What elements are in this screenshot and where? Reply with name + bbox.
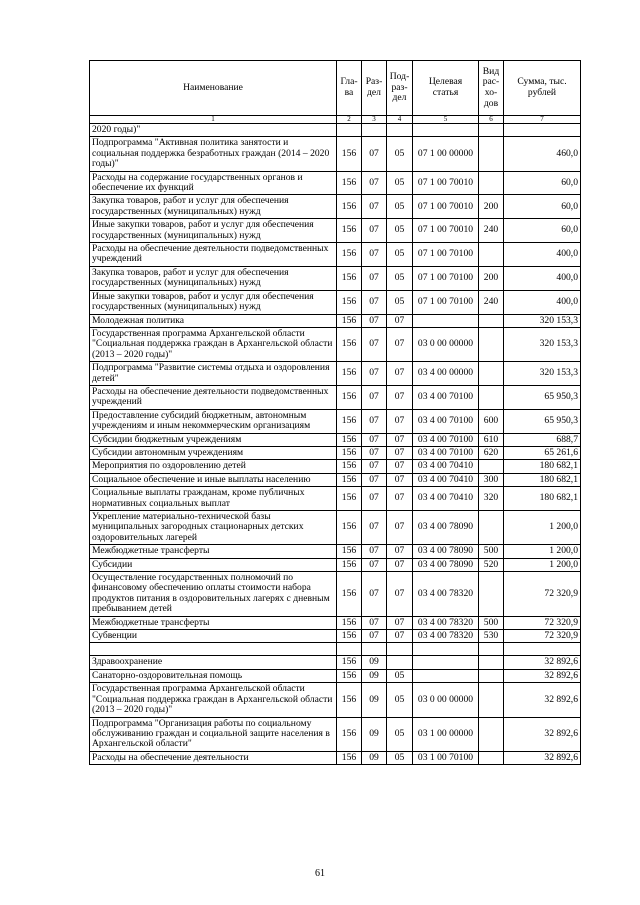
row-name-cell: Государственная программа Архангельской области "Социальная поддержка граждан в Архангельской области (2013 – 2020 годы)" <box>90 683 337 717</box>
row-section-cell: 07 <box>362 219 387 243</box>
row-target-article-cell: 03 4 00 78320 <box>413 616 479 629</box>
row-name-cell: Субсидии <box>90 558 337 571</box>
header-row <box>90 61 581 116</box>
row-section-cell: 09 <box>362 656 387 669</box>
row-name-cell: Расходы на обеспечение деятельности <box>90 751 337 764</box>
row-subsection-cell: 07 <box>387 409 413 433</box>
row-subsection-cell <box>387 643 413 656</box>
row-name-cell: Закупка товаров, работ и услуг для обеспечения государственных (муниципальных) нужд <box>90 266 337 290</box>
table-row <box>90 327 581 361</box>
row-section-cell: 07 <box>362 290 387 314</box>
row-name-cell <box>90 643 337 656</box>
column-number: 5 <box>413 116 479 124</box>
row-chapter-cell: 156 <box>337 362 362 386</box>
table-row <box>90 643 581 656</box>
row-name-cell: Подпрограмма "Организация работы по социальному обслуживанию граждан и социальной защите населения в Архангельской области" <box>90 717 337 751</box>
row-sum-cell: 180 682,1 <box>504 473 581 486</box>
row-subsection-cell: 07 <box>387 446 413 459</box>
row-target-article-cell: 03 4 00 70100 <box>413 446 479 459</box>
row-section-cell: 07 <box>362 545 387 558</box>
row-expense-kind-cell: 500 <box>479 616 504 629</box>
row-expense-kind-cell <box>479 656 504 669</box>
header-section: Раз-дел <box>362 61 387 116</box>
row-section-cell: 07 <box>362 473 387 486</box>
row-target-article-cell: 07 1 00 70100 <box>413 266 479 290</box>
row-name-cell: Межбюджетные трансферты <box>90 616 337 629</box>
row-sum-cell: 1 200,0 <box>504 558 581 571</box>
row-subsection-cell: 05 <box>387 195 413 219</box>
row-name-cell: Расходы на обеспечение деятельности подведомственных учреждений <box>90 243 337 267</box>
row-sum-cell: 60,0 <box>504 171 581 195</box>
row-name-cell: Молодежная политика <box>90 314 337 327</box>
table-row <box>90 266 581 290</box>
row-expense-kind-cell: 600 <box>479 409 504 433</box>
row-chapter-cell: 156 <box>337 460 362 473</box>
row-chapter-cell: 156 <box>337 656 362 669</box>
table-body <box>90 124 581 765</box>
table-row <box>90 683 581 717</box>
table-row <box>90 460 581 473</box>
row-subsection-cell: 05 <box>387 717 413 751</box>
header-target-article: Целевая статья <box>413 61 479 116</box>
row-name-cell: Иные закупки товаров, работ и услуг для обеспечения государственных (муниципальных) нужд <box>90 219 337 243</box>
row-expense-kind-cell <box>479 683 504 717</box>
header-expense-kind: Вид рас-хо-дов <box>479 61 504 116</box>
row-subsection-cell: 07 <box>387 558 413 571</box>
row-section-cell <box>362 124 387 137</box>
row-chapter-cell: 156 <box>337 511 362 545</box>
row-target-article-cell: 03 4 00 70100 <box>413 385 479 409</box>
row-subsection-cell: 05 <box>387 243 413 267</box>
column-number: 1 <box>90 116 337 124</box>
table-row <box>90 616 581 629</box>
row-chapter-cell: 156 <box>337 717 362 751</box>
row-target-article-cell: 03 4 00 78320 <box>413 630 479 643</box>
row-target-article-cell <box>413 314 479 327</box>
row-name-cell: Здравоохранение <box>90 656 337 669</box>
row-subsection-cell: 07 <box>387 572 413 617</box>
row-expense-kind-cell <box>479 243 504 267</box>
row-target-article-cell: 07 1 00 70100 <box>413 243 479 267</box>
row-chapter-cell: 156 <box>337 751 362 764</box>
row-expense-kind-cell <box>479 327 504 361</box>
row-chapter-cell: 156 <box>337 137 362 171</box>
row-sum-cell: 32 892,6 <box>504 656 581 669</box>
row-target-article-cell: 07 1 00 70010 <box>413 195 479 219</box>
row-target-article-cell: 03 4 00 70410 <box>413 487 479 511</box>
table-row <box>90 385 581 409</box>
row-chapter-cell: 156 <box>337 558 362 571</box>
column-number: 2 <box>337 116 362 124</box>
table-row <box>90 545 581 558</box>
row-subsection-cell: 07 <box>387 630 413 643</box>
row-expense-kind-cell <box>479 643 504 656</box>
table-row <box>90 195 581 219</box>
row-sum-cell: 72 320,9 <box>504 572 581 617</box>
row-section-cell: 09 <box>362 751 387 764</box>
row-subsection-cell: 05 <box>387 751 413 764</box>
row-subsection-cell: 05 <box>387 669 413 682</box>
table-row <box>90 669 581 682</box>
row-subsection-cell <box>387 124 413 137</box>
row-subsection-cell: 07 <box>387 487 413 511</box>
row-subsection-cell: 07 <box>387 433 413 446</box>
row-sum-cell: 65 950,3 <box>504 385 581 409</box>
row-sum-cell: 72 320,9 <box>504 616 581 629</box>
row-target-article-cell: 03 4 00 78090 <box>413 545 479 558</box>
row-target-article-cell: 07 1 00 70010 <box>413 171 479 195</box>
row-target-article-cell: 03 1 00 00000 <box>413 717 479 751</box>
table-row <box>90 290 581 314</box>
row-expense-kind-cell: 320 <box>479 487 504 511</box>
row-chapter-cell: 156 <box>337 433 362 446</box>
row-name-cell: Государственная программа Архангельской области "Социальная поддержка граждан в Архангельской области (2013 – 2020 годы)" <box>90 327 337 361</box>
row-target-article-cell: 07 1 00 00000 <box>413 137 479 171</box>
row-sum-cell: 400,0 <box>504 290 581 314</box>
row-sum-cell: 460,0 <box>504 137 581 171</box>
row-subsection-cell: 07 <box>387 385 413 409</box>
row-chapter-cell: 156 <box>337 195 362 219</box>
row-section-cell: 07 <box>362 195 387 219</box>
row-section-cell: 07 <box>362 137 387 171</box>
row-section-cell: 07 <box>362 630 387 643</box>
row-subsection-cell: 05 <box>387 683 413 717</box>
row-sum-cell: 32 892,6 <box>504 717 581 751</box>
row-name-cell: Социальные выплаты гражданам, кроме публичных нормативных социальных выплат <box>90 487 337 511</box>
row-target-article-cell <box>413 124 479 137</box>
row-section-cell: 07 <box>362 572 387 617</box>
table-row <box>90 572 581 617</box>
row-sum-cell <box>504 643 581 656</box>
row-subsection-cell <box>387 656 413 669</box>
row-name-cell: Субвенции <box>90 630 337 643</box>
row-chapter-cell: 156 <box>337 630 362 643</box>
row-sum-cell: 32 892,6 <box>504 669 581 682</box>
row-subsection-cell: 07 <box>387 473 413 486</box>
row-chapter-cell: 156 <box>337 219 362 243</box>
row-name-cell: Социальное обеспечение и иные выплаты населению <box>90 473 337 486</box>
row-name-cell: Мероприятия по оздоровлению детей <box>90 460 337 473</box>
row-target-article-cell: 03 4 00 00000 <box>413 362 479 386</box>
row-name-cell: Расходы на содержание государственных органов и обеспечение их функций <box>90 171 337 195</box>
table-row <box>90 124 581 137</box>
row-expense-kind-cell <box>479 669 504 682</box>
row-sum-cell: 400,0 <box>504 266 581 290</box>
row-section-cell: 07 <box>362 362 387 386</box>
row-chapter-cell: 156 <box>337 409 362 433</box>
row-sum-cell: 180 682,1 <box>504 487 581 511</box>
row-section-cell: 07 <box>362 409 387 433</box>
row-section-cell: 07 <box>362 385 387 409</box>
row-name-cell: Подпрограмма "Активная политика занятости и социальная поддержка безработных граждан (2014 – 2020 годы)" <box>90 137 337 171</box>
row-subsection-cell: 05 <box>387 137 413 171</box>
row-expense-kind-cell: 500 <box>479 545 504 558</box>
table-row <box>90 409 581 433</box>
row-expense-kind-cell <box>479 385 504 409</box>
row-chapter-cell: 156 <box>337 669 362 682</box>
row-section-cell: 07 <box>362 171 387 195</box>
row-section-cell: 07 <box>362 616 387 629</box>
row-subsection-cell: 07 <box>387 327 413 361</box>
row-section-cell: 07 <box>362 327 387 361</box>
row-expense-kind-cell <box>479 362 504 386</box>
table-row <box>90 362 581 386</box>
row-expense-kind-cell <box>479 460 504 473</box>
row-chapter-cell <box>337 643 362 656</box>
row-expense-kind-cell <box>479 137 504 171</box>
row-subsection-cell: 07 <box>387 314 413 327</box>
row-expense-kind-cell: 200 <box>479 195 504 219</box>
row-target-article-cell: 03 0 00 00000 <box>413 683 479 717</box>
row-sum-cell: 32 892,6 <box>504 751 581 764</box>
row-name-cell: Расходы на обеспечение деятельности подведомственных учреждений <box>90 385 337 409</box>
row-chapter-cell: 156 <box>337 290 362 314</box>
row-chapter-cell: 156 <box>337 487 362 511</box>
row-section-cell: 07 <box>362 266 387 290</box>
row-target-article-cell: 03 4 00 78320 <box>413 572 479 617</box>
row-expense-kind-cell <box>479 314 504 327</box>
row-section-cell: 07 <box>362 446 387 459</box>
row-expense-kind-cell: 200 <box>479 266 504 290</box>
row-sum-cell: 320 153,3 <box>504 327 581 361</box>
row-sum-cell: 65 261,6 <box>504 446 581 459</box>
row-name-cell: Субсидии бюджетным учреждениям <box>90 433 337 446</box>
row-chapter-cell: 156 <box>337 266 362 290</box>
row-subsection-cell: 05 <box>387 171 413 195</box>
row-chapter-cell: 156 <box>337 473 362 486</box>
row-sum-cell <box>504 124 581 137</box>
row-section-cell <box>362 643 387 656</box>
row-expense-kind-cell: 240 <box>479 219 504 243</box>
row-sum-cell: 320 153,3 <box>504 362 581 386</box>
row-target-article-cell: 03 4 00 78090 <box>413 558 479 571</box>
row-chapter-cell: 156 <box>337 385 362 409</box>
row-expense-kind-cell: 610 <box>479 433 504 446</box>
row-section-cell: 07 <box>362 243 387 267</box>
table-row <box>90 630 581 643</box>
budget-table <box>89 60 581 765</box>
row-target-article-cell: 03 1 00 70100 <box>413 751 479 764</box>
column-number: 6 <box>479 116 504 124</box>
row-name-cell: Закупка товаров, работ и услуг для обеспечения государственных (муниципальных) нужд <box>90 195 337 219</box>
table-row <box>90 171 581 195</box>
table-row <box>90 473 581 486</box>
table-row <box>90 219 581 243</box>
table-row <box>90 433 581 446</box>
row-target-article-cell: 03 4 00 70100 <box>413 409 479 433</box>
row-sum-cell: 65 950,3 <box>504 409 581 433</box>
row-subsection-cell: 07 <box>387 460 413 473</box>
page-number: 61 <box>315 868 325 879</box>
row-section-cell: 07 <box>362 433 387 446</box>
row-name-cell: Иные закупки товаров, работ и услуг для обеспечения государственных (муниципальных) нужд <box>90 290 337 314</box>
row-target-article-cell <box>413 656 479 669</box>
row-name-cell: Осуществление государственных полномочий по финансовому обеспечению оплаты стоимости набора продуктов питания в оздоровительных лагерях с дневным пребыванием детей <box>90 572 337 617</box>
row-sum-cell: 320 153,3 <box>504 314 581 327</box>
table-row <box>90 446 581 459</box>
row-subsection-cell: 05 <box>387 266 413 290</box>
row-target-article-cell: 03 0 00 00000 <box>413 327 479 361</box>
header-chapter: Гла-ва <box>337 61 362 116</box>
row-name-cell: Межбюджетные трансферты <box>90 545 337 558</box>
table-row <box>90 751 581 764</box>
row-section-cell: 07 <box>362 487 387 511</box>
row-section-cell: 09 <box>362 683 387 717</box>
row-expense-kind-cell <box>479 124 504 137</box>
table-row <box>90 243 581 267</box>
header-sum: Сумма, тыс. рублей <box>504 61 581 116</box>
table-row <box>90 511 581 545</box>
row-expense-kind-cell: 300 <box>479 473 504 486</box>
row-chapter-cell: 156 <box>337 446 362 459</box>
row-name-cell: Субсидии автономным учреждениям <box>90 446 337 459</box>
row-expense-kind-cell <box>479 717 504 751</box>
row-name-cell: Санаторно-оздоровительная помощь <box>90 669 337 682</box>
row-chapter-cell <box>337 124 362 137</box>
row-subsection-cell: 05 <box>387 219 413 243</box>
row-name-cell: Укрепление материально-технической базы муниципальных загородных стационарных детских оздоровительных лагерей <box>90 511 337 545</box>
table-row <box>90 137 581 171</box>
row-section-cell: 07 <box>362 314 387 327</box>
row-expense-kind-cell: 530 <box>479 630 504 643</box>
row-target-article-cell <box>413 643 479 656</box>
row-chapter-cell: 156 <box>337 171 362 195</box>
column-number-row <box>90 116 581 124</box>
row-sum-cell: 1 200,0 <box>504 545 581 558</box>
table-row <box>90 314 581 327</box>
table-row <box>90 717 581 751</box>
row-section-cell: 07 <box>362 460 387 473</box>
row-subsection-cell: 07 <box>387 545 413 558</box>
row-target-article-cell: 03 4 00 70410 <box>413 473 479 486</box>
row-target-article-cell: 03 4 00 78090 <box>413 511 479 545</box>
row-subsection-cell: 05 <box>387 290 413 314</box>
row-name-cell: Предоставление субсидий бюджетным, автономным учреждениям и иным некоммерческим организациям <box>90 409 337 433</box>
column-number: 4 <box>387 116 413 124</box>
row-expense-kind-cell <box>479 751 504 764</box>
row-sum-cell: 400,0 <box>504 243 581 267</box>
row-chapter-cell: 156 <box>337 314 362 327</box>
row-chapter-cell: 156 <box>337 545 362 558</box>
header-name: Наименование <box>90 61 337 116</box>
row-target-article-cell: 03 4 00 70410 <box>413 460 479 473</box>
row-chapter-cell: 156 <box>337 572 362 617</box>
row-target-article-cell: 07 1 00 70100 <box>413 290 479 314</box>
row-name-cell: 2020 годы)" <box>90 124 337 137</box>
row-sum-cell: 32 892,6 <box>504 683 581 717</box>
row-chapter-cell: 156 <box>337 243 362 267</box>
table-row <box>90 656 581 669</box>
row-sum-cell: 60,0 <box>504 219 581 243</box>
row-name-cell: Подпрограмма "Развитие системы отдыха и оздоровления детей" <box>90 362 337 386</box>
row-chapter-cell: 156 <box>337 327 362 361</box>
row-expense-kind-cell <box>479 511 504 545</box>
row-sum-cell: 1 200,0 <box>504 511 581 545</box>
row-target-article-cell: 03 4 00 70100 <box>413 433 479 446</box>
row-sum-cell: 688,7 <box>504 433 581 446</box>
row-subsection-cell: 07 <box>387 616 413 629</box>
row-section-cell: 07 <box>362 558 387 571</box>
row-section-cell: 09 <box>362 669 387 682</box>
row-target-article-cell: 07 1 00 70010 <box>413 219 479 243</box>
header-subsection: Под-раз-дел <box>387 61 413 116</box>
row-sum-cell: 72 320,9 <box>504 630 581 643</box>
row-sum-cell: 60,0 <box>504 195 581 219</box>
row-chapter-cell: 156 <box>337 683 362 717</box>
table-row <box>90 487 581 511</box>
row-target-article-cell <box>413 669 479 682</box>
row-expense-kind-cell <box>479 572 504 617</box>
row-expense-kind-cell: 520 <box>479 558 504 571</box>
column-number: 7 <box>504 116 581 124</box>
row-sum-cell: 180 682,1 <box>504 460 581 473</box>
row-expense-kind-cell: 620 <box>479 446 504 459</box>
row-subsection-cell: 07 <box>387 511 413 545</box>
row-section-cell: 07 <box>362 511 387 545</box>
row-chapter-cell: 156 <box>337 616 362 629</box>
column-number: 3 <box>362 116 387 124</box>
row-section-cell: 09 <box>362 717 387 751</box>
row-subsection-cell: 07 <box>387 362 413 386</box>
row-expense-kind-cell: 240 <box>479 290 504 314</box>
table-row <box>90 558 581 571</box>
row-expense-kind-cell <box>479 171 504 195</box>
